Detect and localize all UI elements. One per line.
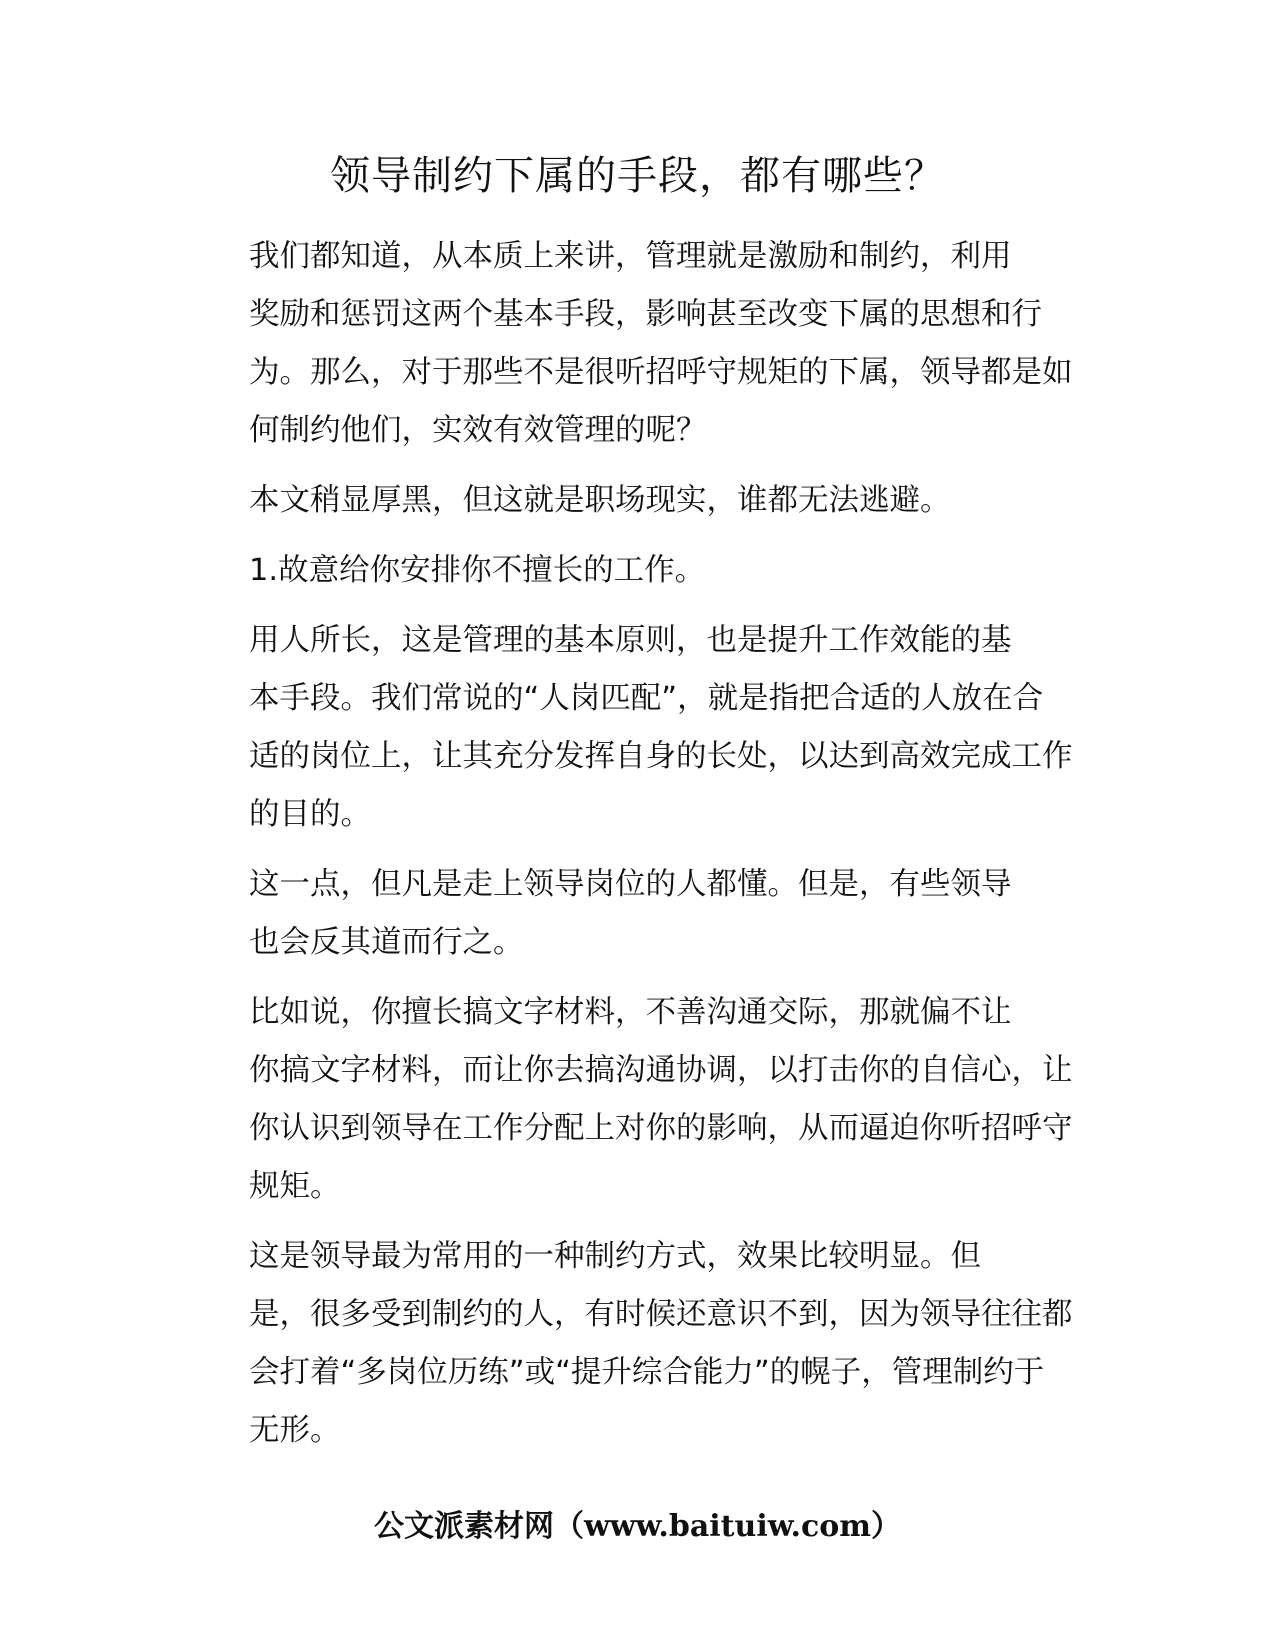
text-line: 这一点，但凡是走上领导岗位的人都懂。但是，有些领导 [249,867,1012,902]
text-line: 我们都知道，从本质上来讲，管理就是激励和制约，利用 [249,239,1012,274]
paragraph-5 [188,984,1088,1216]
text-line: 本文稍显厚黑，但这就是职场现实，谁都无法逃避。 [249,483,951,518]
text-line: 是，很多受到制约的人，有时候还意识不到，因为领导往往都 [249,1297,1073,1332]
section-heading-1 [188,542,1088,600]
text-line: 也会反其道而行之。 [249,925,524,960]
text-line: 奖励和惩罚这两个基本手段，影响甚至改变下属的思想和行 [249,297,1042,332]
text-line: 本手段。我们常说的“人岗匹配”，就是指把合适的人放在合 [249,681,1044,716]
text-line: 用人所长，这是管理的基本原则，也是提升工作效能的基 [249,623,1012,658]
source-footer: 公文派素材网（www.baituiw.com） [373,1509,902,1544]
text-line: 你搞文字材料，而让你去搞沟通协调，以打击你的自信心，让 [249,1053,1073,1088]
paragraph-4 [188,856,1088,972]
paragraph-3 [188,612,1088,844]
text-line: 比如说，你擅长搞文字材料，不善沟通交际，那就偏不让 [249,995,1012,1030]
text-line: 1.故意给你安排你不擅长的工作。 [249,553,706,588]
text-line: 的目的。 [249,797,371,832]
text-line: 这是领导最为常用的一种制约方式，效果比较明显。但 [249,1239,981,1274]
text-line: 适的岗位上，让其充分发挥自身的长处，以达到高效完成工作 [249,739,1073,774]
text-line: 你认识到领导在工作分配上对你的影响，从而逼迫你听招呼守 [249,1111,1073,1146]
article-body [188,228,1088,1472]
text-line: 何制约他们，实效有效管理的呢？ [249,413,707,448]
paragraph-6 [188,1228,1088,1460]
paragraph-1 [188,228,1088,460]
text-line: 为。那么，对于那些不是很听招呼守规矩的下属，领导都是如 [249,355,1073,390]
paragraph-2 [188,472,1088,530]
text-line: 无形。 [249,1413,341,1448]
text-line: 会打着“多岗位历练”或“提升综合能力”的幌子，管理制约于 [249,1355,1045,1390]
page-title: 领导制约下属的手段，都有哪些？ [330,153,945,199]
text-line: 规矩。 [249,1169,341,1204]
